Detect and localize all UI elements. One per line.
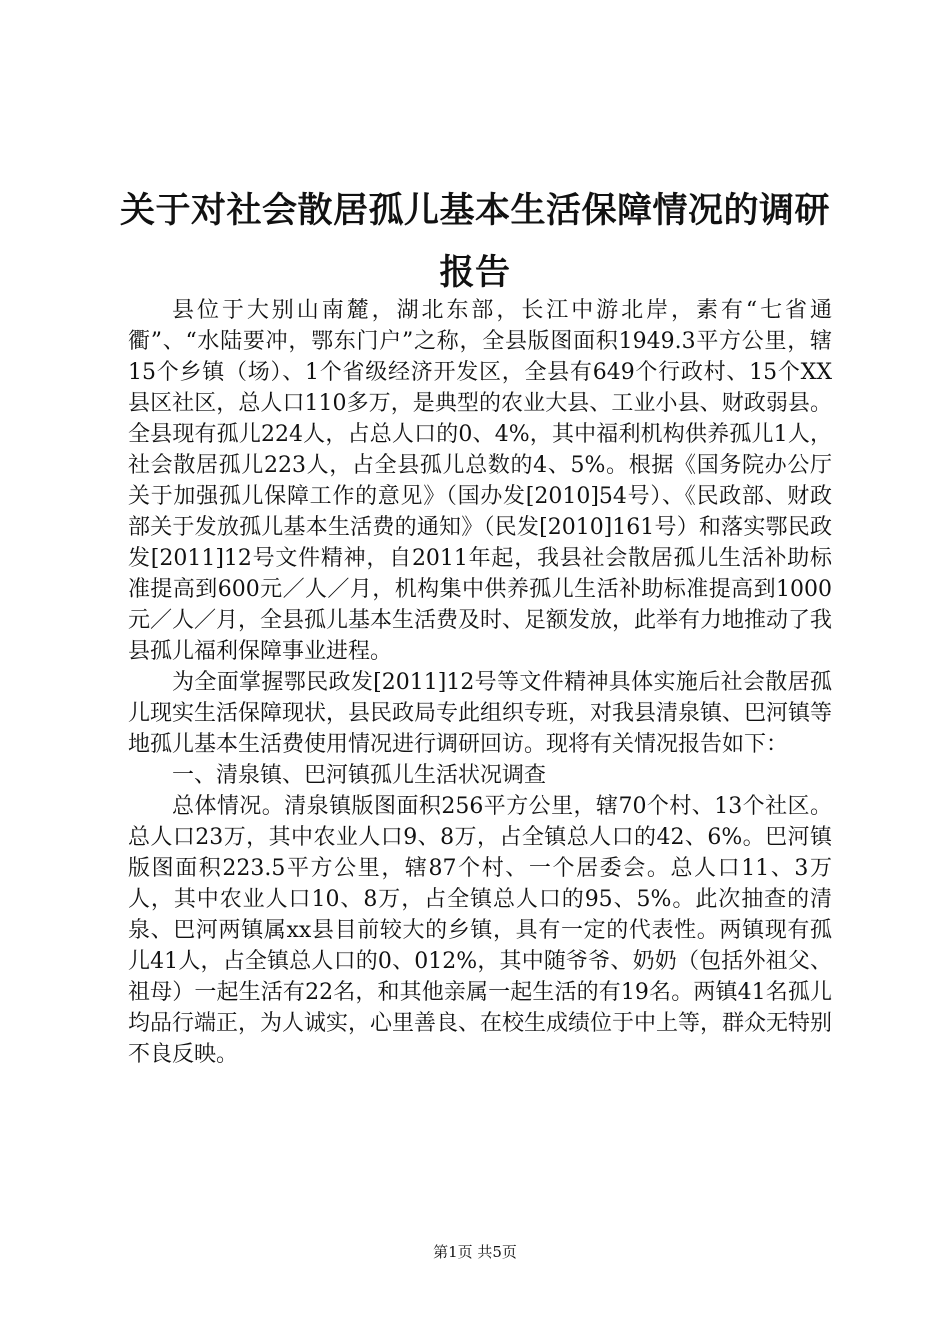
document-body: [128, 295, 832, 1070]
section-heading-1: 一、清泉镇、巴河镇孤儿生活状况调查: [172, 763, 547, 788]
paragraph-overview: 总体情况。清泉镇版图面积256平方公里，辖70个村、13个社区。总人口23万，其中农业人口9、8万，占全镇总人口的42、6%。巴河镇版图面积223.5平方公里，辖87个村、一个居委会。总人口11、3万人，其中农业人口10、8万，占全镇总人口的95、5%。此次抽查的清泉、巴河两镇属xx县目前较大的乡镇，具有一定的代表性。两镇现有孤儿41人，占全镇总人口的0、012%，其中随爷爷、奶奶（包括外祖父、祖母）一起生活有22名，和其他亲属一起生活的有19名。两镇41名孤儿均品行端正，为人诚实，心里善良、在校生成绩位于中上等，群众无特别不良反映。: [128, 794, 833, 1067]
paragraph-intro: 县位于大别山南麓，湖北东部，长江中游北岸，素有“七省通衢”、“水陆要冲，鄂东门户”之称，全县版图面积1949.3平方公里，辖15个乡镇（场）、1个省级经济开发区，全县有649个行政村、15个XX县区社区，总人口110多万，是典型的农业大县、工业小县、财政弱县。全县现有孤儿224人，占总人口的0、4%，其中福利机构供养孤儿1人，社会散居孤儿223人，占全县孤儿总数的4、5%。根据《国务院办公厅关于加强孤儿保障工作的意见》（国办发[2010]54号）、《民政部、财政部关于发放孤儿基本生活费的通知》（民发[2010]161号）和落实鄂民政发[2011]12号文件精神，自2011年起，我县社会散居孤儿生活补助标准提高到600元／人／月，机构集中供养孤儿生活补助标准提高到1000元／人／月，全县孤儿基本生活费及时、足额发放，此举有力地推动了我县孤儿福利保障事业进程。: [128, 298, 833, 664]
document-title: 关于对社会散居孤儿基本生活保障情况的调研报告: [119, 191, 830, 293]
paragraph-purpose: 为全面掌握鄂民政发[2011]12号等文件精神具体实施后社会散居孤儿现实生活保障现状，县民政局专此组织专班，对我县清泉镇、巴河镇等地孤儿基本生活费使用情况进行调研回访。现将有关情况报告如下：: [128, 670, 833, 757]
page-footer: 第1页 共5页: [433, 1243, 517, 1261]
